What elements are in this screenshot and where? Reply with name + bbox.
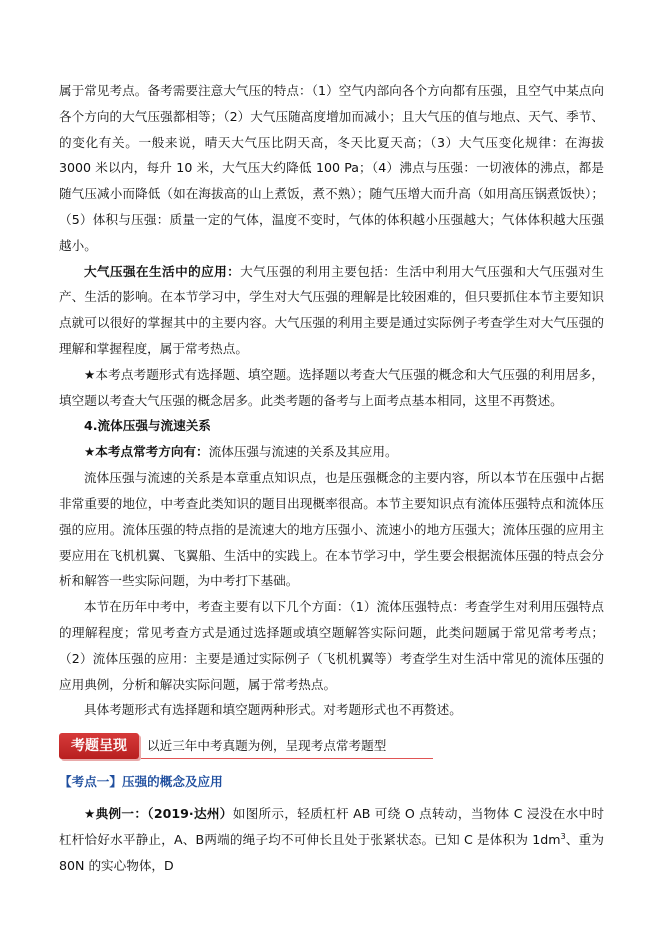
example-text-a: 如图所示，轻质杠杆 AB 可绕 O 点转动，当物体 C 浸没在水中时杠杆恰好水平静止，A、B两端的绳子均不可伸长且处于张紧状态。已知 C 是体积为 1dm xyxy=(59,806,604,847)
section-heading-fluid-pressure: 4.流体压强与流速关系 xyxy=(84,418,211,434)
document-page xyxy=(59,78,604,879)
paragraph-fluid-overview: 流体压强与流速的关系是本章重点知识点，也是压强概念的主要内容，所以本节在压强中占据非常重要的地位，中考查此类知识的题目出现概率很高。本节主要知识点有流体压强特点和流体压强的应用。流体压强的特点指的是流速大的地方压强小、流速小的地方压强大；流体压强的应用主要应用在飞机机翼、飞翼船、生活中的实践上。在本节学习中，学生要会根据流体压强的特点会分析和解答一些实际问题，为中考打下基础。 xyxy=(59,470,604,589)
example-one xyxy=(59,801,604,878)
example-text-b: 、重为 80N 的实心物体，D xyxy=(59,831,604,873)
paragraph-atmospheric-features: 属于常见考点。备考需要注意大气压的特点：（1）空气内部向各个方向都有压强，且空气中某点向各个方向的大气压强都相等；（2）大气压随高度增加而减小；且大气压的值与地点、天气、季节、的变化有关。一般来说，晴天大气压比阴天高，冬天比夏天高；（3）大气压变化规律：在海拔 3000 米以内，每升 10 米，大气压大约降低 100 Pa；（4）沸点与压强：一切液体的沸点，都是随气压减小而降低（如在海拔高的山上煮饭，煮不熟）；随气压增大而升高（如用高压锅煮饭快）；（5）体积与压强：质量一定的气体，温度不变时，气体的体积越小压强越大；气体体积越大压强越小。 xyxy=(59,83,604,253)
section-title: 压强的概念及应用 xyxy=(121,774,223,790)
example-lead-bold: ★典例一：（2019·达州） xyxy=(84,806,233,822)
paragraph-lead-bold: ★本考点常考方向有： xyxy=(84,444,209,460)
paragraph-common-directions xyxy=(59,439,604,465)
exam-banner xyxy=(59,731,604,765)
exam-banner-label: 考题呈现 xyxy=(59,733,139,759)
exam-banner-text: 以近三年中考真题为例，呈现考点常考题型 xyxy=(147,738,387,754)
paragraph-exam-aspects: 本节在历年中考中，考查主要有以下几个方面：（1）流体压强特点：考查学生对利用压强特点的理解程度；常见考查方式是通过选择题或填空题解答实际问题，此类问题属于常见常考考点；（2）流体压强的应用：主要是通过实际例子（飞机机翼等）考查学生对生活中常见的流体压强的应用典例，分析和解决实际问题，属于常考热点。 xyxy=(59,599,604,692)
example-superscript: 3 xyxy=(560,831,566,841)
paragraph-atmospheric-application xyxy=(59,259,604,362)
paragraph-text: 流体压强与流速的关系及其应用。 xyxy=(208,444,398,460)
paragraph-text: 大气压强的利用主要包括：生活中利用大气压强和大气压强对生产、生活的影响。在本节学习中，学生对大气压强的理解是比较困难的，但只要抓住本节主要知识点就可以很好的掌握其中的主要内容。大气压强的利用主要是通过实际例子考查学生对大气压强的理解和掌握程度，属于常考热点。 xyxy=(59,263,605,356)
section-label xyxy=(59,771,604,793)
section-bracket: 【考点一】 xyxy=(59,774,122,790)
paragraph-lead-bold: 大气压强在生活中的应用： xyxy=(84,263,241,279)
paragraph-question-forms-2: 具体考题形式有选择题和填空题两种形式。对考题形式也不再赘述。 xyxy=(84,702,462,718)
paragraph-question-forms: ★本考点考题形式有选择题、填空题。选择题以考查大气压强的概念和大气压强的利用居多，填空题以考查大气压强的概念居多。此类考题的备考与上面考点基本相同，这里不再赘述。 xyxy=(59,366,604,408)
exam-banner-underline xyxy=(141,758,433,759)
